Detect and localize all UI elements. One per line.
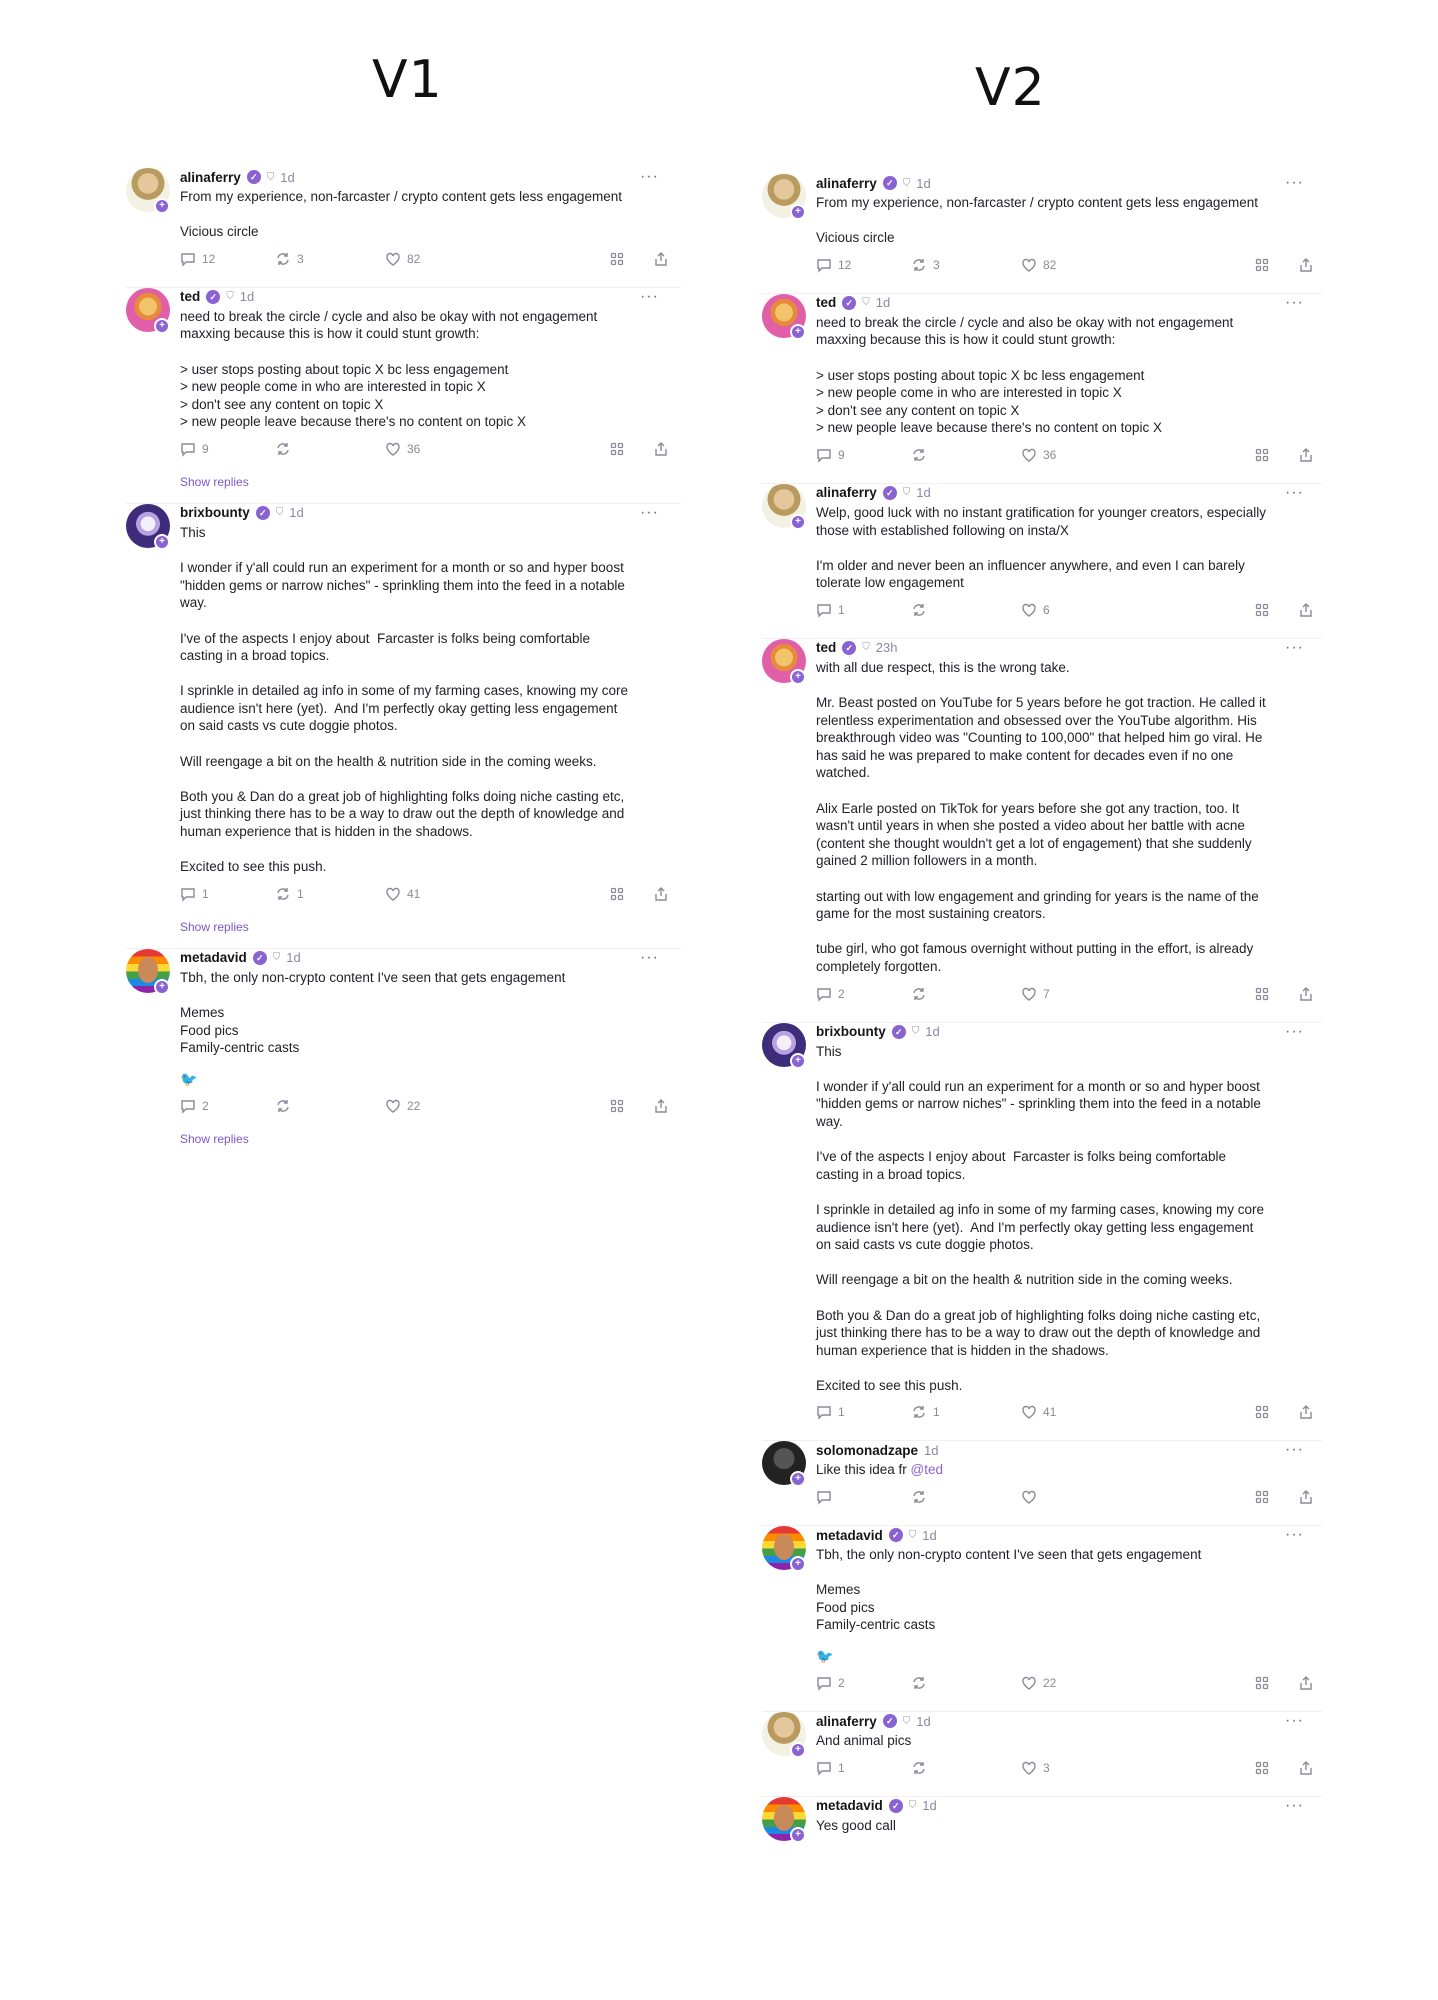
apps-button[interactable] (1254, 1760, 1270, 1776)
verified-badge-icon: ✓ (842, 296, 856, 310)
cast-text-content: This I wonder if y'all could run an experiment for a month or so and hyper boost "hidden gems or narrow niches" - sprinkling them into the feed in a notable way. I've of the aspects I enjoy about Farcaster is folks being comfortable casting in a broad topics. I sprinkle in detailed ag info in some of my farming cases, knowing my core audience isn't here (yet). And I'm perfectly okay getting less engagement on said casts vs cute doggie photos. Will reengage a bit on the health & nutrition side in the coming weeks. Both you & Dan do a great job of highlighting folks doing niche casting etc, just thinking there has to be a way to draw out the depth of knowledge and human experience that is hidden in the shadows. Excited to see this push. (180, 524, 628, 875)
share-button[interactable] (1298, 986, 1314, 1002)
cast-actions (816, 1760, 1314, 1782)
timestamp[interactable]: 1d (875, 295, 891, 311)
cast-text-content: And animal pics (816, 1733, 912, 1749)
username[interactable]: solomonadzape (816, 1442, 919, 1458)
recast-button[interactable] (911, 1404, 940, 1420)
more-options-icon[interactable]: ··· (640, 948, 659, 966)
like-count: 36 (407, 441, 421, 456)
mention-link[interactable]: @ted (910, 1462, 944, 1478)
recast-button[interactable] (275, 886, 304, 902)
recast-icon (911, 1760, 927, 1776)
cast-header (816, 1712, 1314, 1730)
cast[interactable] (762, 483, 1322, 638)
follow-plus-icon[interactable]: + (154, 979, 170, 995)
power-badge-icon: ⛉ (908, 1529, 917, 1541)
cast-text (816, 1043, 1314, 1395)
apps-button[interactable] (1254, 1404, 1270, 1420)
cast-text-content: From my experience, non-farcaster / crypto content gets less engagement Vicious circle (816, 195, 1258, 246)
like-count: 82 (407, 251, 421, 266)
reply-icon (816, 602, 832, 618)
reply-button[interactable] (180, 1098, 209, 1114)
apps-button[interactable] (609, 251, 625, 267)
reply-button[interactable] (816, 602, 845, 618)
cast[interactable] (126, 503, 681, 948)
heart-icon (1021, 1404, 1037, 1420)
cast[interactable] (762, 1711, 1322, 1796)
more-options-icon[interactable]: ··· (1285, 1441, 1304, 1459)
recast-button[interactable] (911, 986, 933, 1002)
power-badge-icon: ⛉ (911, 1026, 920, 1038)
like-button[interactable] (1021, 1404, 1056, 1420)
cast-actions (816, 447, 1314, 469)
cast-actions (180, 886, 669, 908)
apps-button[interactable] (1254, 447, 1270, 463)
emoji: 🐦 (180, 1070, 198, 1087)
reply-icon (180, 251, 196, 267)
column-title-v1: V1 (372, 50, 443, 110)
reply-button[interactable] (816, 1489, 838, 1505)
verified-badge-icon: ✓ (206, 290, 220, 304)
cast-actions (816, 1489, 1314, 1511)
reply-count: 2 (838, 986, 845, 1001)
heart-icon (1021, 602, 1037, 618)
reply-button[interactable] (816, 257, 851, 273)
cast[interactable] (762, 293, 1322, 483)
heart-icon (1021, 257, 1037, 273)
follow-plus-icon[interactable]: + (790, 1471, 806, 1487)
cast-actions (816, 257, 1314, 279)
more-options-icon[interactable]: ··· (640, 503, 659, 521)
share-icon (653, 886, 669, 902)
power-badge-icon: ⛉ (266, 171, 275, 183)
reply-icon (816, 447, 832, 463)
cast-text-content: Tbh, the only non-crypto content I've seen that gets engagement Memes Food pics Family-centric casts (180, 969, 566, 1056)
follow-plus-icon[interactable]: + (790, 514, 806, 530)
heart-icon (385, 1098, 401, 1114)
timestamp[interactable]: 1d (239, 289, 255, 305)
grid-icon (609, 251, 625, 267)
cast[interactable] (762, 1440, 1322, 1525)
follow-plus-icon[interactable]: + (790, 324, 806, 340)
verified-badge-icon: ✓ (889, 1528, 903, 1542)
recast-icon (911, 986, 927, 1002)
apps-button[interactable] (609, 441, 625, 457)
reply-count: 1 (202, 886, 209, 901)
share-icon (653, 441, 669, 457)
cast-text (180, 308, 669, 431)
recast-count: 3 (933, 257, 940, 272)
reply-button[interactable] (816, 1404, 845, 1420)
cast-text (180, 524, 669, 876)
cast-text (816, 1732, 1314, 1750)
reply-icon (816, 986, 832, 1002)
recast-count: 3 (297, 251, 304, 266)
share-icon (653, 1098, 669, 1114)
cast-text-content: need to break the circle / cycle and also be okay with not engagement maxxing because this is how it could stunt growth: > user stops posting about topic X bc less engagement > new people come in who are interested in topic X > don't see any content on topic X > new people leave because there's no content on topic X (816, 314, 1234, 436)
share-button[interactable] (653, 251, 669, 267)
reply-icon (816, 1675, 832, 1691)
reply-icon (816, 1489, 832, 1505)
heart-icon (1021, 986, 1037, 1002)
cast-header (180, 288, 669, 306)
cast[interactable] (762, 174, 1322, 293)
verified-badge-icon: ✓ (842, 641, 856, 655)
share-icon (1298, 1675, 1314, 1691)
heart-icon (1021, 1675, 1037, 1691)
cast-text (816, 1546, 1314, 1634)
cast-text (180, 969, 669, 1057)
like-button[interactable] (1021, 257, 1056, 273)
username[interactable]: brixbounty (180, 505, 250, 521)
timestamp[interactable]: 1d (922, 1527, 937, 1543)
recast-button[interactable] (275, 441, 297, 457)
cast[interactable] (762, 638, 1322, 1022)
power-badge-icon: ⛉ (862, 642, 870, 654)
username[interactable]: brixbounty (816, 1024, 886, 1040)
timestamp[interactable]: 1d (916, 175, 931, 191)
more-options-icon[interactable]: ··· (1285, 1526, 1304, 1544)
cast[interactable] (762, 1796, 1322, 1855)
follow-plus-icon[interactable]: + (154, 198, 170, 214)
cast-header (180, 168, 669, 186)
cast-actions (180, 441, 669, 463)
reply-count: 9 (838, 447, 845, 462)
cast[interactable] (762, 1525, 1322, 1711)
timestamp[interactable]: 1d (916, 1713, 931, 1729)
verified-badge-icon: ✓ (253, 951, 267, 965)
show-replies-link[interactable]: Show replies (180, 474, 249, 489)
verified-badge-icon: ✓ (883, 486, 897, 500)
share-icon (1298, 257, 1314, 273)
cast-text (816, 1817, 1314, 1835)
recast-button[interactable] (275, 251, 304, 267)
reply-count: 12 (838, 257, 852, 272)
share-button[interactable] (653, 441, 669, 457)
reply-button[interactable] (816, 1760, 845, 1776)
timestamp[interactable]: 1d (280, 169, 295, 185)
cast[interactable] (126, 948, 681, 1160)
timestamp[interactable]: 23h (875, 640, 898, 656)
share-icon (1298, 447, 1314, 463)
more-options-icon[interactable]: ··· (1285, 174, 1304, 191)
share-icon (1298, 602, 1314, 618)
reply-count: 1 (838, 1405, 845, 1420)
share-button[interactable] (1298, 257, 1314, 273)
feed-v2 (762, 174, 1322, 1855)
verified-badge-icon: ✓ (883, 1714, 897, 1728)
recast-button[interactable] (911, 257, 940, 273)
like-button[interactable] (385, 886, 420, 902)
verified-badge-icon: ✓ (883, 176, 897, 190)
reply-count: 12 (202, 251, 216, 266)
heart-icon (1021, 1760, 1037, 1776)
apps-button[interactable] (1254, 1675, 1270, 1691)
share-icon (1298, 986, 1314, 1002)
more-options-icon[interactable]: ··· (1285, 1022, 1304, 1040)
apps-button[interactable] (1254, 1489, 1270, 1505)
like-button[interactable] (1021, 602, 1050, 618)
more-options-icon[interactable]: ··· (640, 287, 659, 305)
more-options-icon[interactable]: ··· (1285, 638, 1304, 656)
reply-count: 9 (202, 441, 209, 456)
cast[interactable] (762, 1022, 1322, 1441)
share-button[interactable] (653, 1098, 669, 1114)
recast-icon (911, 1404, 927, 1420)
grid-icon (1254, 1760, 1270, 1776)
heart-icon (385, 441, 401, 457)
apps-button[interactable] (1254, 257, 1270, 273)
more-options-icon[interactable]: ··· (1285, 1796, 1304, 1814)
cast-header (180, 504, 669, 522)
more-options-icon[interactable]: ··· (1285, 1712, 1304, 1730)
username[interactable]: ted (816, 295, 837, 311)
recast-icon (911, 1675, 927, 1691)
share-icon (1298, 1404, 1314, 1420)
cast-text (816, 504, 1314, 592)
follow-plus-icon[interactable]: + (790, 1827, 806, 1843)
share-button[interactable] (1298, 447, 1314, 463)
reply-count: 1 (838, 602, 845, 617)
show-replies-link[interactable]: Show replies (180, 919, 249, 934)
grid-icon (1254, 447, 1270, 463)
grid-icon (1254, 1675, 1270, 1691)
more-options-icon[interactable]: ··· (1285, 293, 1304, 311)
recast-button[interactable] (911, 602, 933, 618)
cast-text-content: This I wonder if y'all could run an experiment for a month or so and hyper boost "hidden gems or narrow niches" - sprinkling them into the feed in a notable way. I've of the aspects I enjoy about Farcaster is folks being comfortable casting in a broad topics. I sprinkle in detailed ag info in some of my farming cases, knowing my core audience isn't here (yet). And I'm perfectly okay getting less engagement on said casts vs cute doggie photos. Will reengage a bit on the health & nutrition side in the coming weeks. Both you & Dan do a great job of highlighting folks doing niche casting etc, just thinking there has to be a way to draw out the depth of knowledge and human experience that is hidden in the shadows. Excited to see this push. (816, 1043, 1264, 1393)
timestamp[interactable]: 1d (922, 1798, 937, 1814)
timestamp[interactable]: 1d (286, 950, 301, 966)
cast[interactable] (126, 168, 681, 287)
share-button[interactable] (1298, 1675, 1314, 1691)
cast-header (816, 484, 1314, 502)
recast-button[interactable] (911, 1675, 933, 1691)
emoji: 🐦 (816, 1648, 834, 1665)
power-badge-icon: ⛉ (862, 297, 870, 309)
like-count: 82 (1043, 257, 1057, 272)
like-count: 7 (1043, 986, 1050, 1001)
grid-icon (1254, 257, 1270, 273)
follow-plus-icon[interactable]: + (790, 669, 806, 685)
reply-button[interactable] (180, 251, 215, 267)
timestamp[interactable]: 1d (925, 1024, 940, 1040)
cast-text (816, 314, 1314, 437)
username[interactable]: alinaferry (816, 485, 877, 501)
recast-icon (911, 257, 927, 273)
reply-button[interactable] (816, 1675, 845, 1691)
like-button[interactable] (385, 251, 420, 267)
cast-text-content: need to break the circle / cycle and also be okay with not engagement maxxing because this is how it could stunt growth: > user stops posting about topic X bc less engagement > new people come in who are interested in topic X > don't see any content on topic X > new people leave because there's no content on topic X (180, 308, 598, 430)
follow-plus-icon[interactable]: + (790, 204, 806, 220)
cast-text-content: with all due respect, this is the wrong take. Mr. Beast posted on YouTube for 5 years before he got traction. He called it relentless experimentation and obsessed over the YouTube algorithm. His breakthrough video was "Counting to 100,000" that helped him go viral. He has said he was prepared to make content for decades even if no one watched. Alix Earle posted on TikTok for years before she got any traction, too. It wasn't until years in when she posted a video about her battle with acne (content she thought wouldn't get a lot of engagement) that she suddenly gained 2 million followers in a month. starting out with low engagement and grinding for years is the name of the game for the most sustaining creators. tube girl, who got famous overnight without putting in the effort, is already completely forgotten. (816, 659, 1266, 974)
heart-icon (1021, 447, 1037, 463)
follow-plus-icon[interactable]: + (790, 1556, 806, 1572)
like-count: 22 (1043, 1676, 1057, 1691)
like-button[interactable] (1021, 447, 1056, 463)
recast-button[interactable] (275, 1098, 297, 1114)
username[interactable]: alinaferry (180, 169, 241, 185)
like-count: 41 (407, 886, 421, 901)
cast-text-content: Like this idea fr (816, 1462, 911, 1478)
cast-header (816, 1526, 1314, 1544)
reply-icon (180, 886, 196, 902)
share-button[interactable] (653, 886, 669, 902)
reply-button[interactable] (180, 441, 209, 457)
reply-button[interactable] (180, 886, 209, 902)
like-count: 22 (407, 1098, 421, 1113)
cast-header (816, 639, 1314, 657)
cast-actions (180, 251, 669, 273)
more-options-icon[interactable]: ··· (640, 168, 659, 185)
like-count: 3 (1043, 1760, 1050, 1775)
cast-text (816, 194, 1314, 247)
grid-icon (609, 1098, 625, 1114)
power-badge-icon: ⛉ (226, 291, 234, 303)
username[interactable]: alinaferry (816, 175, 877, 191)
more-options-icon[interactable]: ··· (1285, 483, 1304, 501)
reply-button[interactable] (816, 986, 845, 1002)
recast-icon (275, 441, 291, 457)
follow-plus-icon[interactable]: + (790, 1053, 806, 1069)
cast-text (816, 659, 1314, 976)
like-button[interactable] (385, 1098, 420, 1114)
cast-header (816, 1797, 1314, 1815)
follow-plus-icon[interactable]: + (790, 1742, 806, 1758)
like-count: 41 (1043, 1405, 1057, 1420)
apps-button[interactable] (1254, 602, 1270, 618)
cast[interactable] (126, 287, 681, 503)
username[interactable]: metadavid (180, 950, 247, 966)
power-badge-icon: ⛉ (902, 177, 911, 189)
recast-icon (911, 447, 927, 463)
cast-header (180, 949, 669, 967)
cast-actions (816, 1675, 1314, 1697)
cast-text-content: Welp, good luck with no instant gratification for younger creators, especially those with established following on insta/X I'm older and never been an influencer anywhere, and even I can barely tolerate low engagement (816, 504, 1266, 591)
cast-text-content: From my experience, non-farcaster / crypto content gets less engagement Vicious circle (180, 189, 622, 240)
reply-icon (816, 257, 832, 273)
follow-plus-icon[interactable]: + (154, 318, 170, 334)
recast-button[interactable] (911, 1760, 933, 1776)
cast-header (816, 1441, 1314, 1459)
reply-button[interactable] (816, 447, 845, 463)
heart-icon (385, 886, 401, 902)
recast-count: 1 (933, 1405, 940, 1420)
like-count: 6 (1043, 602, 1050, 617)
cast-header (816, 174, 1314, 192)
grid-icon (1254, 986, 1270, 1002)
grid-icon (1254, 602, 1270, 618)
power-badge-icon: ⛉ (272, 952, 281, 964)
power-badge-icon: ⛉ (902, 487, 911, 499)
share-button[interactable] (1298, 602, 1314, 618)
username[interactable]: metadavid (816, 1798, 883, 1814)
apps-button[interactable] (1254, 986, 1270, 1002)
like-button[interactable] (1021, 1760, 1050, 1776)
cast-text (816, 1461, 1314, 1479)
reply-count: 2 (202, 1098, 209, 1113)
cast-actions (816, 986, 1314, 1008)
recast-button[interactable] (911, 447, 933, 463)
username[interactable]: ted (180, 289, 201, 305)
grid-icon (1254, 1404, 1270, 1420)
like-button[interactable] (1021, 986, 1050, 1002)
timestamp[interactable]: 1d (289, 505, 304, 521)
share-button[interactable] (1298, 1760, 1314, 1776)
like-count: 36 (1043, 447, 1057, 462)
apps-button[interactable] (609, 1098, 625, 1114)
verified-badge-icon: ✓ (247, 170, 261, 184)
heart-icon (1021, 1489, 1037, 1505)
verified-badge-icon: ✓ (889, 1799, 903, 1813)
power-badge-icon: ⛉ (275, 507, 284, 519)
like-button[interactable] (1021, 1675, 1056, 1691)
recast-icon (275, 251, 291, 267)
heart-icon (385, 251, 401, 267)
reply-count: 1 (838, 1760, 845, 1775)
show-replies-link[interactable]: Show replies (180, 1131, 249, 1146)
share-button[interactable] (1298, 1489, 1314, 1505)
like-button[interactable] (1021, 1489, 1043, 1505)
power-badge-icon: ⛉ (908, 1800, 917, 1812)
recast-icon (275, 1098, 291, 1114)
cast-text-content: Yes good call (816, 1817, 896, 1833)
apps-button[interactable] (609, 886, 625, 902)
reply-icon (180, 441, 196, 457)
grid-icon (1254, 1489, 1270, 1505)
cast-actions (816, 1404, 1314, 1426)
share-button[interactable] (1298, 1404, 1314, 1420)
username[interactable]: ted (816, 640, 837, 656)
reply-icon (816, 1404, 832, 1420)
recast-count: 1 (297, 886, 304, 901)
power-badge-icon: ⛉ (902, 1715, 911, 1727)
verified-badge-icon: ✓ (892, 1025, 906, 1039)
grid-icon (609, 441, 625, 457)
recast-icon (911, 602, 927, 618)
like-button[interactable] (385, 441, 420, 457)
recast-icon (911, 1489, 927, 1505)
grid-icon (609, 886, 625, 902)
reply-icon (816, 1760, 832, 1776)
share-icon (1298, 1760, 1314, 1776)
cast-text-content: Tbh, the only non-crypto content I've seen that gets engagement Memes Food pics Family-centric casts (816, 1547, 1202, 1633)
cast-text (180, 188, 669, 241)
timestamp[interactable]: 1d (924, 1442, 939, 1458)
reply-count: 2 (838, 1676, 845, 1691)
follow-plus-icon[interactable]: + (154, 534, 170, 550)
recast-icon (275, 886, 291, 902)
column-title-v2: V2 (975, 58, 1046, 118)
share-icon (1298, 1489, 1314, 1505)
timestamp[interactable]: 1d (916, 485, 931, 501)
cast-header (816, 1023, 1314, 1041)
reply-icon (180, 1098, 196, 1114)
share-icon (653, 251, 669, 267)
recast-button[interactable] (911, 1489, 933, 1505)
cast-header (816, 294, 1314, 312)
username[interactable]: alinaferry (816, 1713, 877, 1729)
verified-badge-icon: ✓ (256, 506, 270, 520)
cast-actions (180, 1098, 669, 1120)
username[interactable]: metadavid (816, 1527, 883, 1543)
cast-actions (816, 602, 1314, 624)
feed-v1 (126, 168, 681, 1160)
